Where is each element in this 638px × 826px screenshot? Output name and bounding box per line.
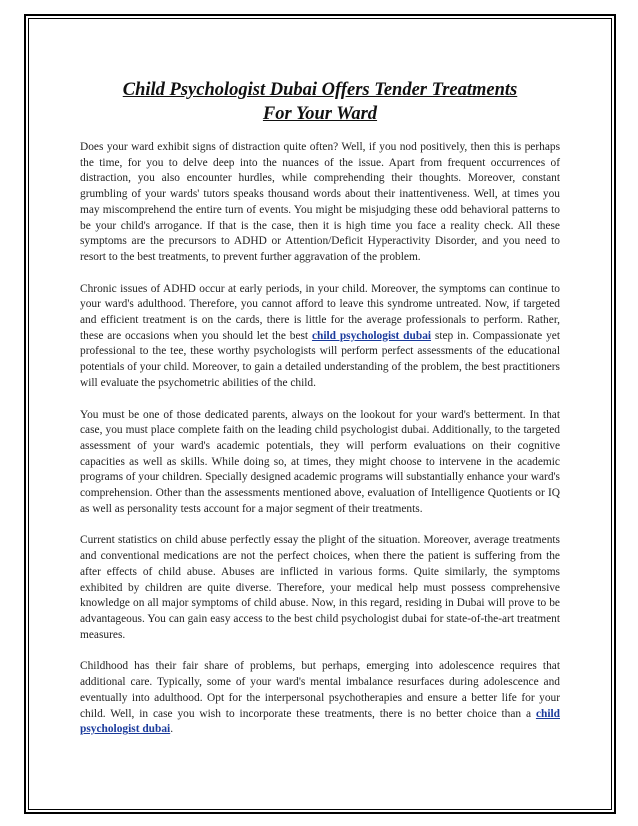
paragraph-text: Current statistics on child abuse perfectly essay the plight of the situation. Moreover, average treatments and conventional medications are not the perfect choices, when there the patient is suffering from the after effects of child abuse. Abuses are inflicted in various forms. Quite similarly, the symptoms exhibited by children are quite diverse. Therefore, your medical help must possess comprehensive knowledge on all major symptoms of child abuse. Now, in this regard, residing in Dubai will prove to be advantageous. You can gain easy access to the best child psychologist dubai for state-of-the-art treatment measures. (80, 534, 560, 641)
paragraph-5 (80, 659, 560, 738)
paragraph-4 (80, 533, 560, 643)
paragraph-2 (80, 282, 560, 392)
paragraph-3 (80, 408, 560, 518)
paragraph-text: Chronic issues of ADHD occur at early periods, in your child. Moreover, the symptoms can continue to your ward's adulthood. Therefore, you cannot afford to leave this syndrome untreated. Now, if targeted and efficient treatment is on the cards, there is little for the average professionals to perform. Rather, these are occasions when you should let the best (80, 282, 560, 342)
title-line-1: Child Psychologist Dubai Offers Tender Treatments (122, 80, 518, 100)
document-body (80, 78, 560, 754)
document-title (80, 78, 560, 126)
paragraph-text: Does your ward exhibit signs of distraction quite often? Well, if you nod positively, then this is perhaps the time, for you to delve deep into the nuances of the issue. Apart from frequent occurrences of distraction, you also encounter hurdles, while comprehending their thoughts. Moreover, constant grumbling of your wards' tutors speaks thousand words about their inattentiveness. Well, at times you may miscomprehend the entire turn of events. You might be misjudging these odd behavioral patterns to be your child's arrogance. If that is the case, then it is high time you face a reality check. All these symptoms are the precursors to ADHD or Attention/Deficit Hyperactivity Disorder, and you need to resort to the best treatments, to prevent further aggravation of the problem. (80, 141, 560, 263)
paragraph-text: Childhood has their fair share of problems, but perhaps, emerging into adolescence requires that additional care. Typically, some of your ward's mental imbalance resurfaces during adolescence and eventually into adulthood. Opt for the interpersonal psychotherapies and ensure a better life for your child. Well, in case you wish to incorporate these treatments, there is no better choice than a (80, 660, 560, 720)
paragraph-text: step in. Compassionate yet professional to the tee, these worthy psychologists will perform perfect assessments of the educational potentials of your child. Moreover, to gain a detailed understanding of the problem, the best practitioners will evaluate the psychometric abilities of the child. (80, 329, 560, 389)
title-line-2: For Your Ward (262, 104, 378, 124)
paragraph-text: You must be one of those dedicated parents, always on the lookout for your ward's betterment. In that case, you must place complete faith on the leading child psychologist dubai. Additionally, to the targeted assessment of your ward's academic potentials, they will perform evaluations on their cognitive capacities as well as skills. While doing so, at times, they might choose to intervene in the academic programs of your children. Specially designed academic programs will substantially enhance your ward's comprehension. Other than the assessments mentioned above, evaluation of Intelligence Quotients or IQ as well as personality tests account for a major segment of their treatments. (80, 408, 560, 515)
paragraph-text: . (170, 723, 174, 736)
child-psychologist-link[interactable]: child psychologist dubai (311, 329, 432, 342)
child-psychologist-link[interactable]: child psychologist dubai (80, 707, 560, 736)
paragraph-1 (80, 140, 560, 266)
